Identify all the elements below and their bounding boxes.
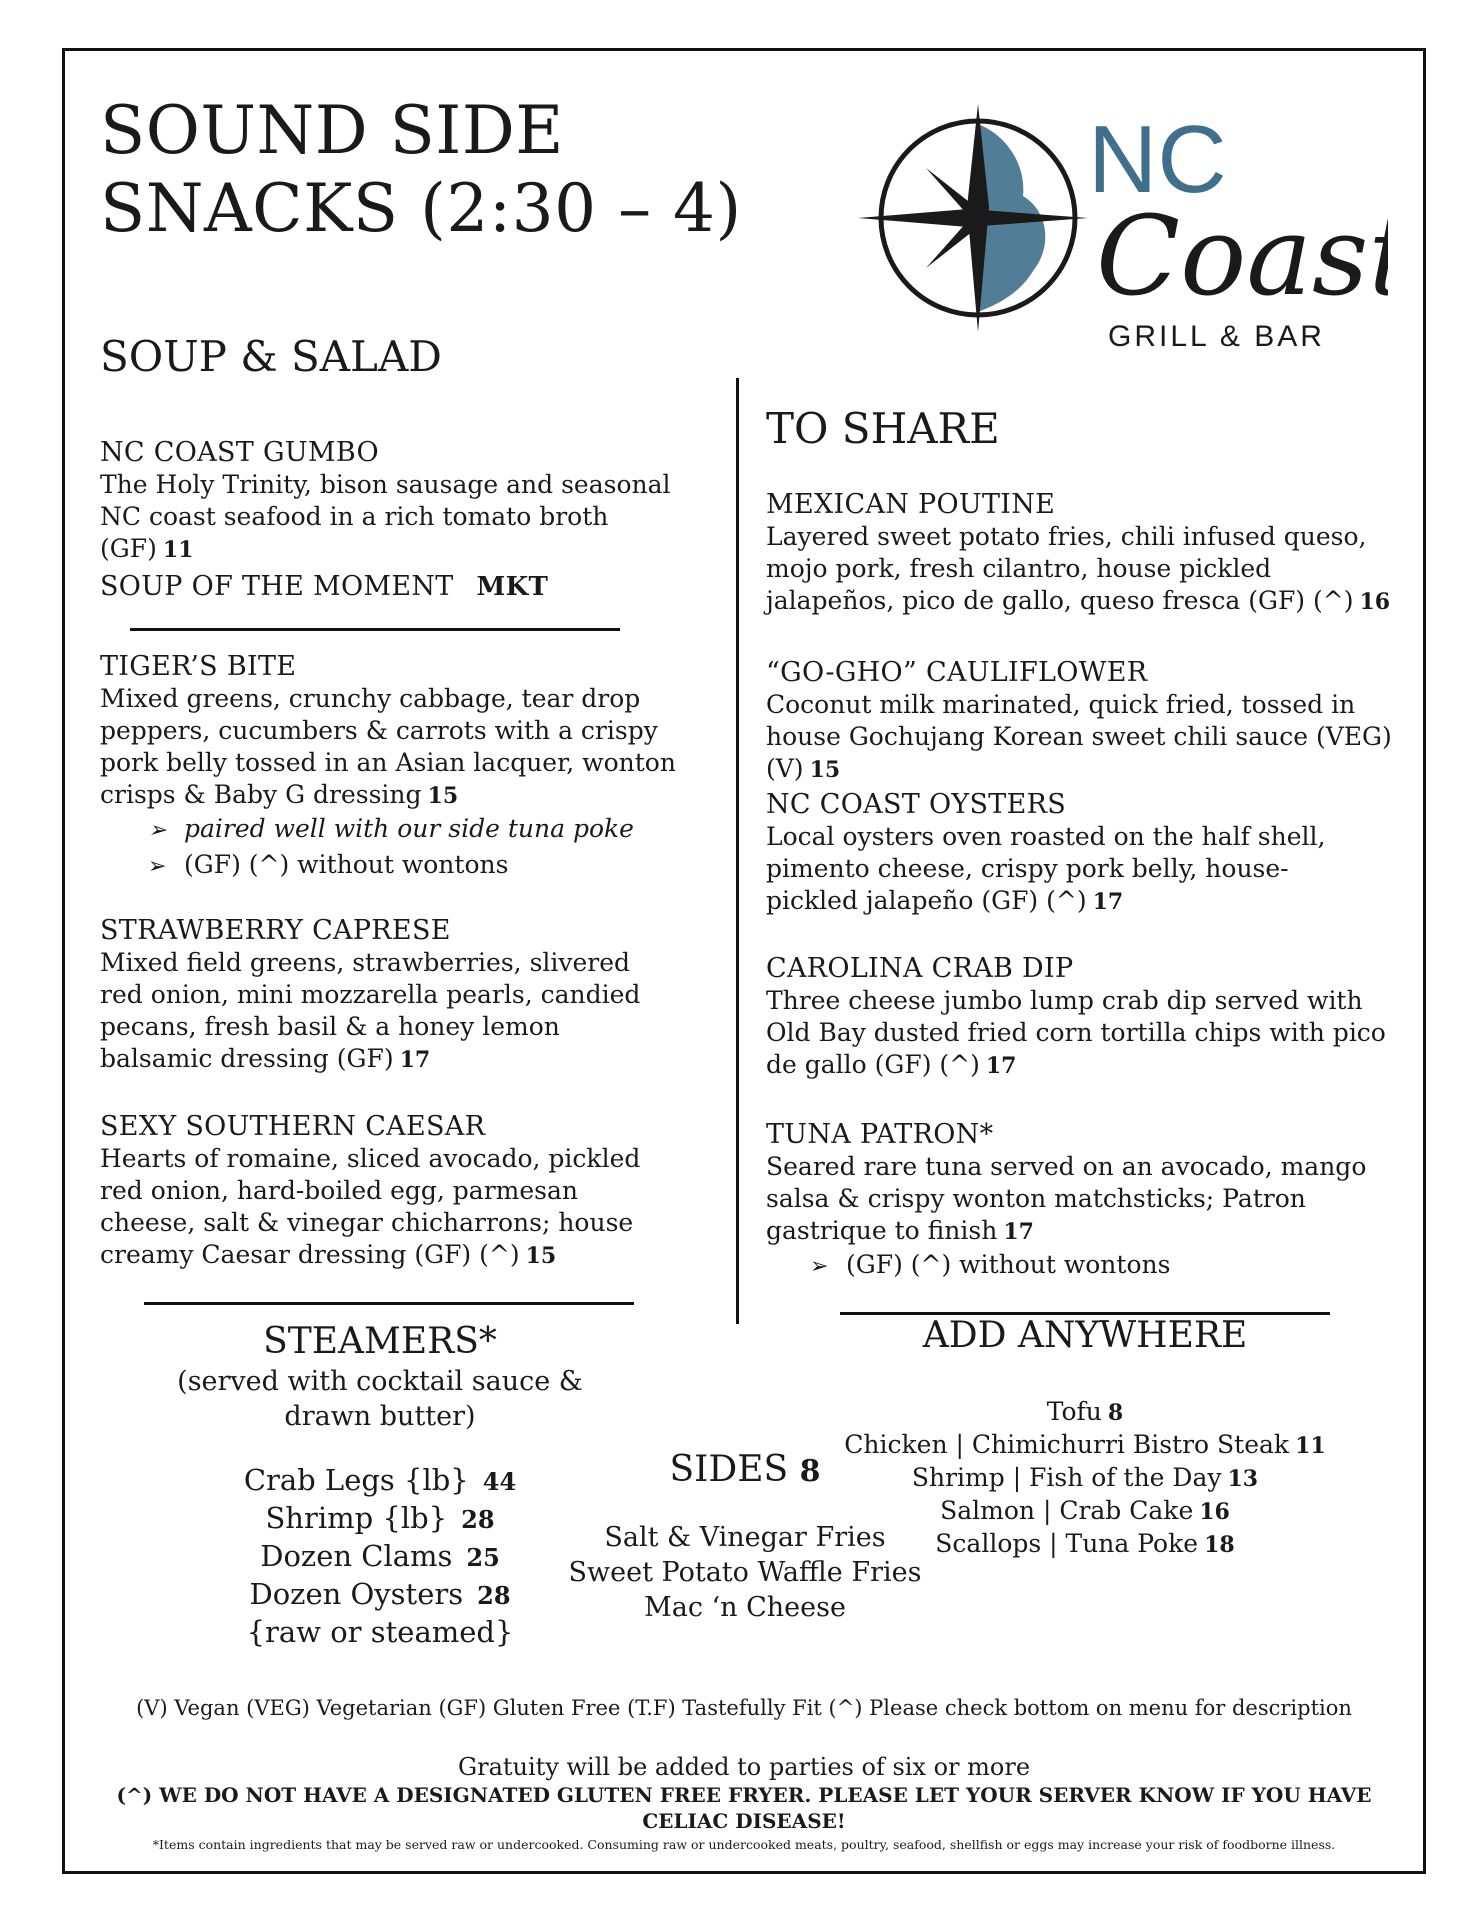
item-description: Mixed greens, crunchy cabbage, tear drop peppers, cucumbers & carrots with a crispy pork belly tossed in an Asian lacquer, wonton crisps & Baby G dressing 15 xyxy=(100,684,676,809)
soup-salad-item xyxy=(100,650,700,884)
item-price: 11 xyxy=(162,537,194,563)
logo-tagline: GRILL & BAR xyxy=(1108,320,1325,353)
menu-title xyxy=(100,92,742,248)
item-note: ➢ paired well with our side tuna poke xyxy=(148,812,700,848)
side-item: Salt & Vinegar Fries xyxy=(604,1522,886,1553)
item-description: Coconut milk marinated, quick fried, tossed in house Gochujang Korean sweet chili sauce (VEG) (V) 15 xyxy=(766,690,1392,783)
steamer-item: Shrimp {lb} 28 xyxy=(265,1501,495,1535)
divider xyxy=(144,1302,634,1305)
item-name: MEXICAN POUTINE xyxy=(766,489,1056,520)
add-item: Scallops | Tuna Poke 18 xyxy=(935,1529,1235,1558)
add-item: Shrimp | Fish of the Day 13 xyxy=(911,1463,1259,1492)
steamers-subtitle: (served with cocktail sauce & drawn butter) xyxy=(177,1366,583,1432)
item-description: Three cheese jumbo lump crab dip served with Old Bay dusted fried corn tortilla chips with pico de gallo (GF) (^) 17 xyxy=(766,986,1386,1079)
item-note: ➢ (GF) (^) without wontons xyxy=(148,848,700,884)
item-name: TIGER’S BITE xyxy=(100,651,297,682)
soup-salad-item xyxy=(100,914,680,1076)
item-description: Local oysters oven roasted on the half shell, pimento cheese, crispy pork belly, house- pickled jalapeño (GF) (^) 17 xyxy=(766,822,1326,915)
to-share-item xyxy=(766,788,1336,918)
item-description: Layered sweet potato fries, chili infused queso, mojo pork, fresh cilantro, house pickled jalapeños, pico de gallo, queso fresca (GF) (^) 16 xyxy=(766,522,1391,615)
item-price: 17 xyxy=(1003,1219,1034,1245)
item-price: 17 xyxy=(985,1053,1017,1079)
to-share-item xyxy=(766,488,1396,618)
fryer-warning: (^) WE DO NOT HAVE A DESIGNATED GLUTEN FREE FRYER. PLEASE LET YOUR SERVER KNOW IF YOU HAVE CELIAC DISEASE! xyxy=(116,1783,1372,1833)
item-price: 15 xyxy=(809,757,841,783)
item-description: The Holy Trinity, bison sausage and seasonal NC coast seafood in a rich tomato broth (GF) 11 xyxy=(100,470,671,563)
steamer-item: Dozen Clams 25 xyxy=(260,1539,500,1573)
restaurant-logo xyxy=(858,96,1388,368)
soup-salad-item xyxy=(100,570,548,604)
compass-logo-graphic xyxy=(858,96,1388,368)
steamers-note: {raw or steamed} xyxy=(246,1615,514,1649)
divider xyxy=(130,628,620,631)
add-anywhere-heading: ADD ANYWHERE xyxy=(922,1315,1248,1356)
raw-food-disclaimer: *Items contain ingredients that may be served raw or undercooked. Consuming raw or undercooked meats, poultry, seafood, shellfish or eggs may increase your risk of foodborne illness. xyxy=(152,1837,1336,1852)
arrow-bullet-icon: ➢ xyxy=(148,818,167,843)
add-item: Tofu 8 xyxy=(1046,1397,1124,1426)
arrow-bullet-icon: ➢ xyxy=(148,854,167,879)
item-name: SEXY SOUTHERN CAESAR xyxy=(100,1111,486,1142)
logo-nc: NC xyxy=(1088,106,1227,213)
arrow-bullet-icon: ➢ xyxy=(810,1254,829,1279)
item-name: TUNA PATRON* xyxy=(766,1119,994,1150)
item-name: NC COAST OYSTERS xyxy=(766,789,1067,820)
gratuity-note: Gratuity will be added to parties of six or more xyxy=(457,1753,1031,1781)
item-description: Hearts of romaine, sliced avocado, pickled red onion, hard-boiled egg, parmesan cheese, salt & vinegar chicharrons; house creamy Caesar dressing (GF) (^) 15 xyxy=(100,1144,641,1269)
steamers-section xyxy=(130,1320,630,1651)
item-price: 17 xyxy=(399,1047,431,1073)
item-price: 16 xyxy=(1359,589,1391,615)
item-name: STRAWBERRY CAPRESE xyxy=(100,915,451,946)
diet-legend: (V) Vegan (VEG) Vegetarian (GF) Gluten Free (T.F) Tastefully Fit (^) Please check bottom on menu for description xyxy=(136,1696,1352,1720)
item-price: MKT xyxy=(476,572,549,602)
add-anywhere-section xyxy=(840,1314,1330,1561)
title-line-1: SOUND SIDE xyxy=(100,92,564,169)
steamers-heading: STEAMERS* xyxy=(263,1321,497,1362)
item-note: ➢ (GF) (^) without wontons xyxy=(810,1248,1396,1284)
to-share-item xyxy=(766,1118,1396,1284)
soup-salad-item xyxy=(100,436,700,566)
to-share-item xyxy=(766,656,1396,786)
to-share-item xyxy=(766,952,1386,1082)
soup-salad-item xyxy=(100,1110,680,1272)
steamer-item: Dozen Oysters 28 xyxy=(249,1577,511,1611)
item-price: 17 xyxy=(1092,889,1124,915)
steamer-item: Crab Legs {lb} 44 xyxy=(243,1463,517,1497)
item-name: NC COAST GUMBO xyxy=(100,437,379,468)
add-item: Salmon | Crab Cake 16 xyxy=(940,1496,1230,1525)
logo-coast: Coast xyxy=(1096,192,1388,320)
title-line-2: SNACKS (2:30 – 4) xyxy=(100,170,742,247)
item-name: CAROLINA CRAB DIP xyxy=(766,953,1074,984)
item-price: 15 xyxy=(427,783,459,809)
item-description: Mixed field greens, strawberries, slivered red onion, mini mozzarella pearls, candied pecans, fresh basil & a honey lemon balsamic dressing (GF) 17 xyxy=(100,948,641,1073)
item-name: “GO-GHO” CAULIFLOWER xyxy=(766,657,1148,688)
side-item: Sweet Potato Waffle Fries xyxy=(568,1557,922,1588)
item-description: Seared rare tuna served on an avocado, mango salsa & crispy wonton matchsticks; Patron gastrique to finish 17 xyxy=(766,1152,1367,1245)
soup-salad-heading: SOUP & SALAD xyxy=(100,332,442,381)
sides-heading: SIDES 8 xyxy=(669,1449,821,1490)
to-share-heading: TO SHARE xyxy=(766,404,1000,453)
item-name: SOUP OF THE MOMENT xyxy=(100,571,454,602)
column-divider xyxy=(736,378,739,1324)
item-price: 15 xyxy=(525,1243,557,1269)
side-item: Mac ‘n Cheese xyxy=(644,1592,846,1623)
add-item: Chicken | Chimichurri Bistro Steak 11 xyxy=(844,1430,1326,1459)
